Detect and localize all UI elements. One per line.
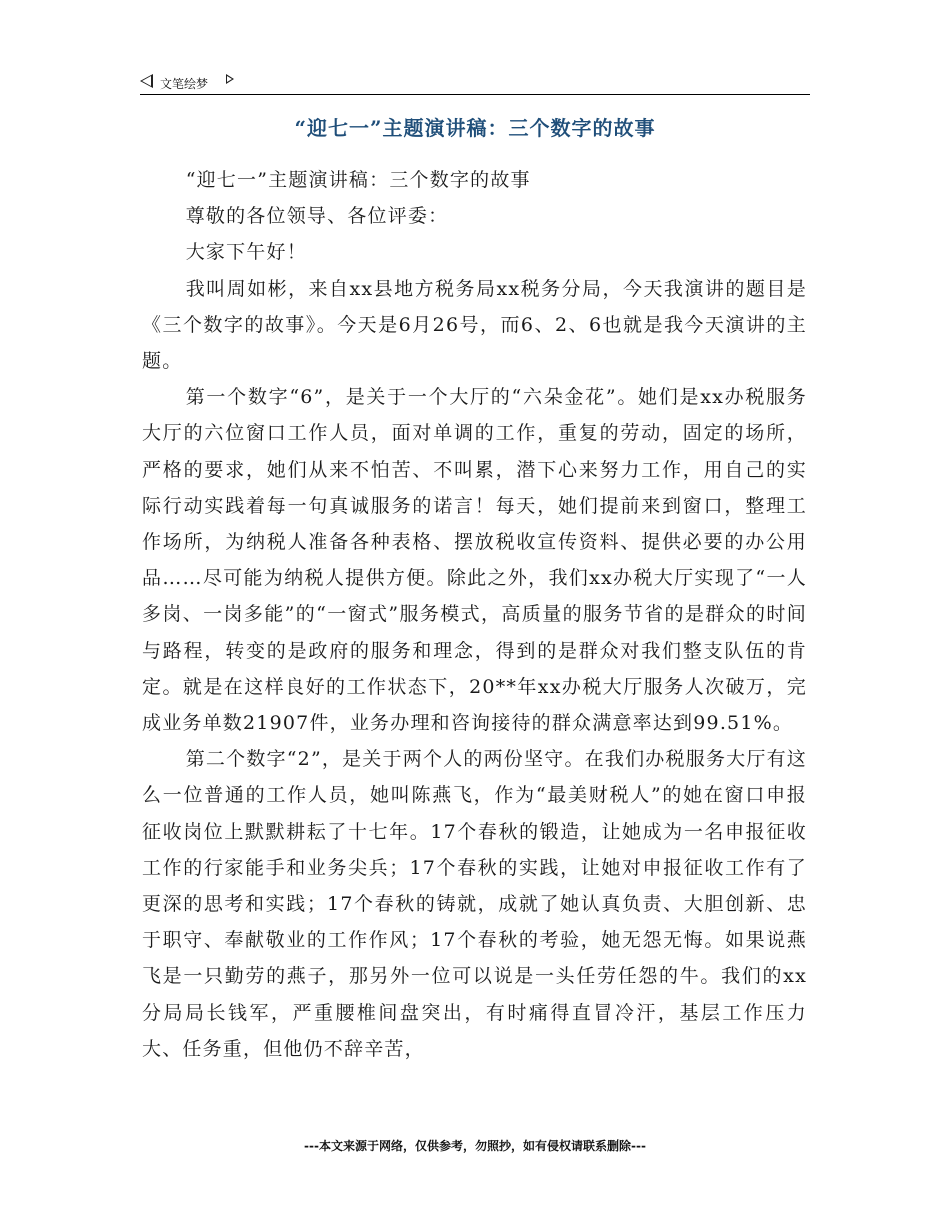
paragraph: 第一个数字“6”，是关于一个大厅的“六朵金花”。她们是xx办税服务大厅的六位窗口工作人员，面对单调的工作，重复的劳动，固定的场所，严格的要求，她们从来不怕苦、不叫累，潜下心来努力工作，用自己的实际行动实践着每一句真诚服务的诺言！每天，她们提前来到窗口，整理工作场所，为纳税人准备各种表格、摆放税收宣传资料、提供必要的办公用品……尽可能为纳税人提供方便。除此之外，我们xx办税大厅实现了“一人多岗、一岗多能”的“一窗式”服务模式，高质量的服务节省的是群众的时间与路程，转变的是政府的服务和理念，得到的是群众对我们整支队伍的肯定。就是在这样良好的工作状态下，20**年xx办税大厅服务人次破万，完成业务单数21907件，业务办理和咨询接待的群众满意率达到99.51%。 [142, 386, 807, 735]
header-brand: 文笔绘梦 [160, 77, 209, 91]
paragraph: “迎七一”主题演讲稿：三个数字的故事 [185, 169, 531, 191]
page-header [140, 72, 810, 95]
triangle-left-icon [140, 74, 153, 88]
page-footer: ---本文来源于网络，仅供参考，勿照抄，如有侵权请联系删除--- [304, 1139, 646, 1153]
triangle-right-icon [226, 74, 234, 84]
paragraph: 第二个数字“2”，是关于两个人的两份坚守。在我们办税服务大厅有这么一位普通的工作人员，她叫陈燕飞，作为“最美财税人”的她在窗口申报征收岗位上默默耕耘了十七年。17个春秋的锻造，让她成为一名申报征收工作的行家能手和业务尖兵；17个春秋的实践，让她对申报征收工作有了更深的思考和实践；17个春秋的铸就，成就了她认真负责、大胆创新、忠于职守、奉献敬业的工作作风；17个春秋的考验，她无怨无悔。如果说燕飞是一只勤劳的燕子，那另外一位可以说是一头任劳任怨的牛。我们的xx分局局长钱军，严重腰椎间盘突出，有时痛得直冒冷汗，基层工作压力大、任务重，但他仍不辞辛苦， [142, 748, 807, 1060]
paragraph: 尊敬的各位领导、各位评委： [185, 205, 449, 228]
document-body [142, 162, 807, 1067]
paragraph: 大家下午好！ [185, 241, 307, 264]
paragraph: 我叫周如彬，来自xx县地方税务局xx税务分局，今天我演讲的题目是《三个数字的故事》。今天是6月26号，而6、2、6也就是我今天演讲的主题。 [142, 277, 807, 373]
document-title: “迎七一”主题演讲稿：三个数字的故事 [294, 116, 656, 140]
